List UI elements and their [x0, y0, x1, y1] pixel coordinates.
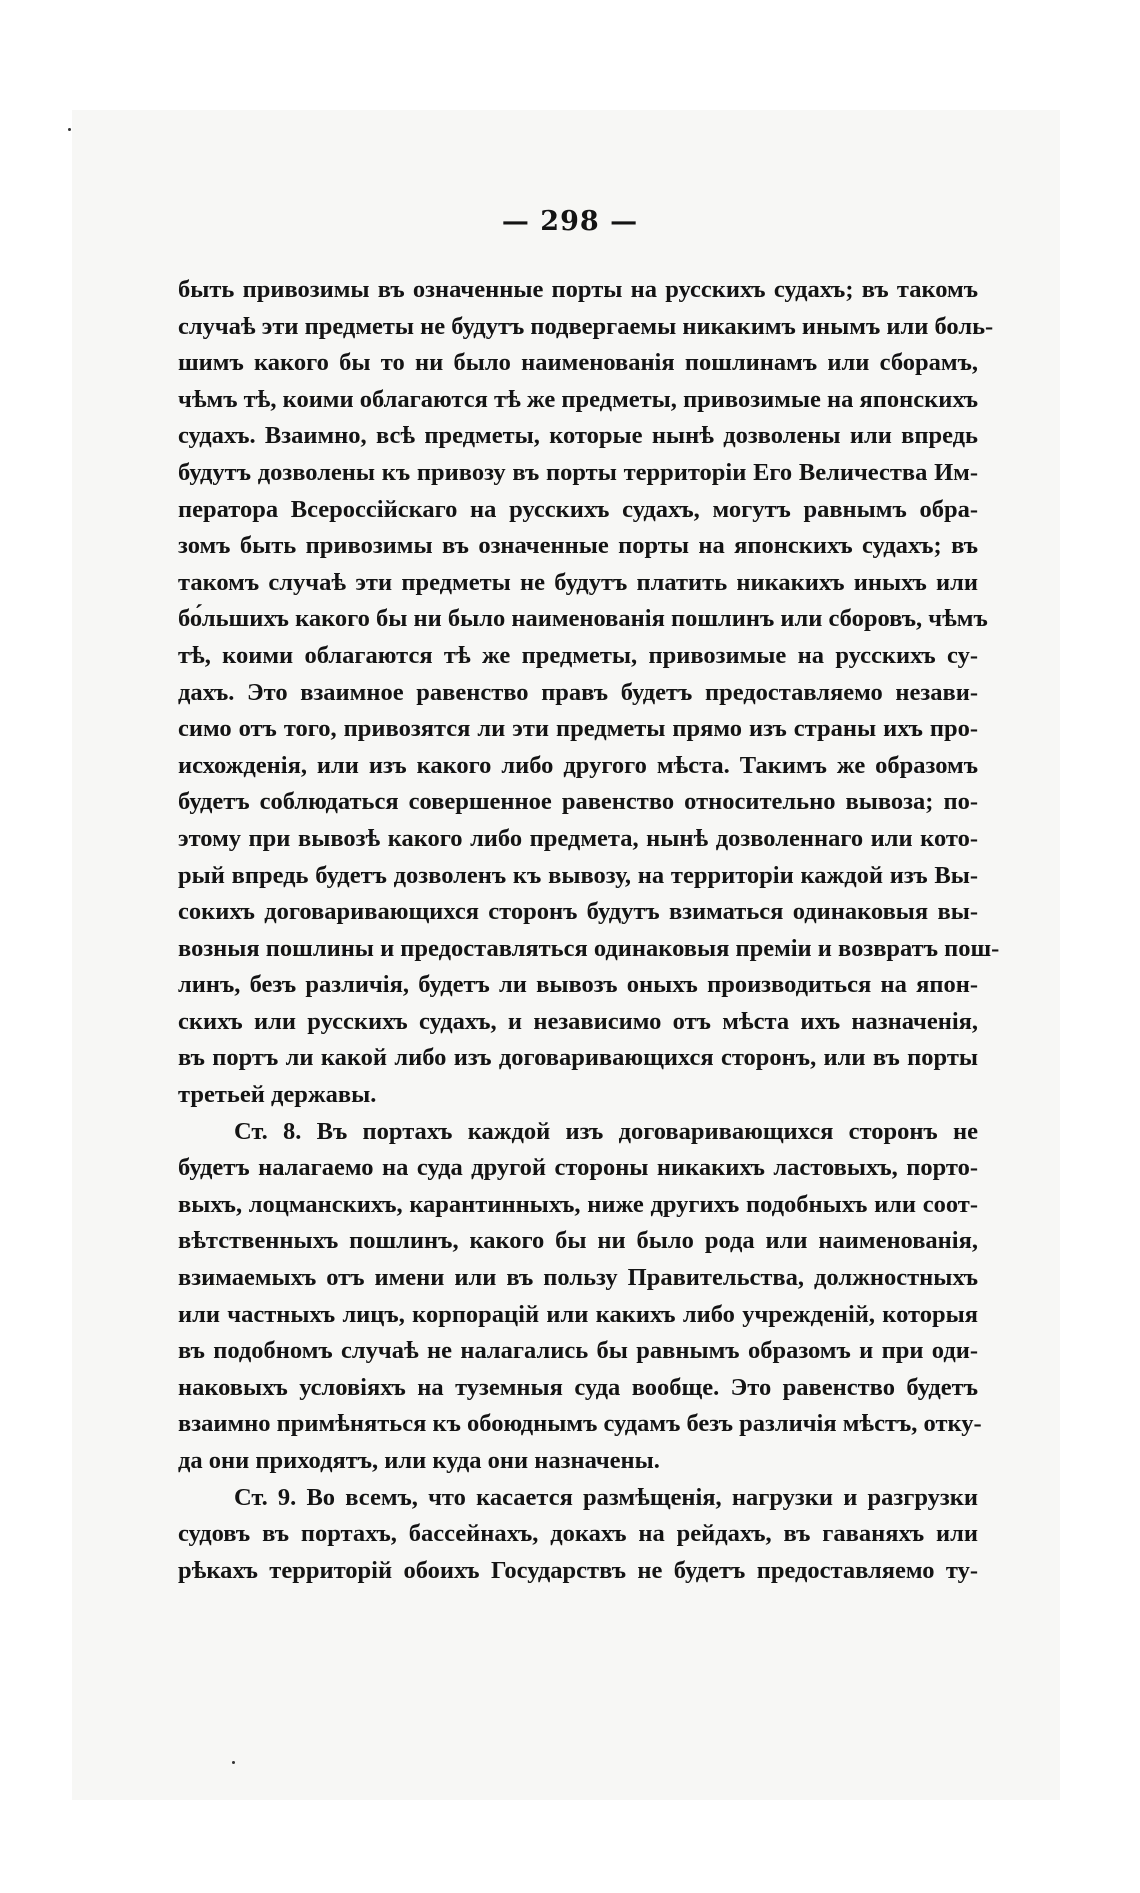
text-line: взаимно примѣняться къ обоюднымъ судамъ безъ различія мѣстъ, отку- — [178, 1410, 982, 1438]
scan-speck — [232, 1761, 235, 1764]
text-line: тѣ, коими облагаются тѣ же предметы, привозимые на русскихъ су- — [178, 641, 978, 669]
text-line: этому при вывозѣ какого либо предмета, нынѣ дозволеннаго или кото- — [178, 824, 978, 852]
text-line: будетъ налагаемо на суда другой стороны никакихъ ластовыхъ, порто- — [178, 1154, 978, 1182]
text-line: въ подобномъ случаѣ не налагались бы равнымъ образомъ и при оди- — [178, 1337, 978, 1365]
text-line: судахъ. Взаимно, всѣ предметы, которые нынѣ дозволены или впредь — [178, 422, 978, 450]
text-line: будутъ дозволены къ привозу въ порты территоріи Его Величества Им- — [178, 458, 978, 486]
text-line: возныя пошлины и предоставляться одинаковыя преміи и возвратъ пош- — [178, 934, 1000, 962]
text-line: да они приходятъ, или куда они назначены. — [178, 1447, 660, 1474]
text-line: скихъ или русскихъ судахъ, и независимо отъ мѣста ихъ назначенія, — [178, 1007, 978, 1035]
text-line: Ст. 9. Во всемъ, что касается размѣщенія, нагрузки и разгрузки — [234, 1483, 978, 1511]
text-line: случаѣ эти предметы не будутъ подвергаемы никакимъ инымъ или боль- — [178, 312, 994, 340]
text-line: симо отъ того, привозятся ли эти предметы прямо изъ страны ихъ про- — [178, 715, 978, 743]
text-line: наковыхъ условіяхъ на туземныя суда вообще. Это равенство будетъ — [178, 1373, 978, 1401]
text-line: рый впредь будетъ дозволенъ къ вывозу, на территоріи каждой изъ Вы- — [178, 861, 978, 889]
text-line: взимаемыхъ отъ имени или въ пользу Правительства, должностныхъ — [178, 1264, 978, 1292]
text-line: выхъ, лоцманскихъ, карантинныхъ, ниже другихъ подобныхъ или соот- — [178, 1190, 978, 1218]
text-line: рѣкахъ территорій обоихъ Государствъ не будетъ предоставляемо ту- — [178, 1556, 978, 1584]
text-line: вѣтственныхъ пошлинъ, какого бы ни было рода или наименованія, — [178, 1227, 978, 1255]
text-line: зомъ быть привозимы въ означенные порты на японскихъ судахъ; въ — [178, 532, 978, 560]
page-number: — 298 — — [501, 206, 639, 237]
text-line: такомъ случаѣ эти предметы не будутъ платить никакихъ иныхъ или — [178, 568, 978, 596]
text-line: дахъ. Это взаимное равенство правъ будетъ предоставляемо незави- — [178, 678, 978, 706]
text-line: линъ, безъ различія, будетъ ли вывозъ оныхъ производиться на япон- — [178, 971, 978, 999]
text-line: бо́льшихъ какого бы ни было наименованія пошлинъ или сборовъ, чѣмъ — [178, 605, 988, 633]
text-line: исхожденія, или изъ какого либо другого мѣста. Такимъ же образомъ — [178, 751, 978, 779]
text-line: судовъ въ портахъ, бассейнахъ, докахъ на рейдахъ, въ гаваняхъ или — [178, 1520, 978, 1548]
paragraph — [178, 272, 1000, 1114]
text-line: третьей державы. — [178, 1081, 377, 1109]
text-line: сокихъ договаривающихся сторонъ будутъ взиматься одинаковыя вы- — [178, 898, 978, 926]
text-line: быть привозимы въ означенные порты на русскихъ судахъ; въ такомъ — [178, 276, 978, 303]
paragraph-article-9 — [178, 1480, 978, 1590]
text-line: Ст. 8. Въ портахъ каждой изъ договаривающихся сторонъ не — [234, 1117, 978, 1145]
text-line: въ портъ ли какой либо изъ договаривающихся сторонъ, или въ порты — [178, 1044, 978, 1072]
body-text — [178, 272, 1000, 1589]
text-line: ператора Всероссійскаго на русскихъ судахъ, могутъ равнымъ обра- — [178, 495, 978, 523]
paragraph-article-8 — [178, 1114, 982, 1480]
scan-speck — [68, 128, 71, 131]
text-line: или частныхъ лицъ, корпорацій или какихъ либо учрежденій, которыя — [178, 1300, 978, 1328]
text-line: шимъ какого бы то ни было наименованія пошлинамъ или сборамъ, — [178, 349, 978, 377]
text-line: чѣмъ тѣ, коими облагаются тѣ же предметы, привозимые на японскихъ — [178, 385, 978, 413]
text-line: будетъ соблюдаться совершенное равенство относительно вывоза; по- — [178, 788, 978, 816]
